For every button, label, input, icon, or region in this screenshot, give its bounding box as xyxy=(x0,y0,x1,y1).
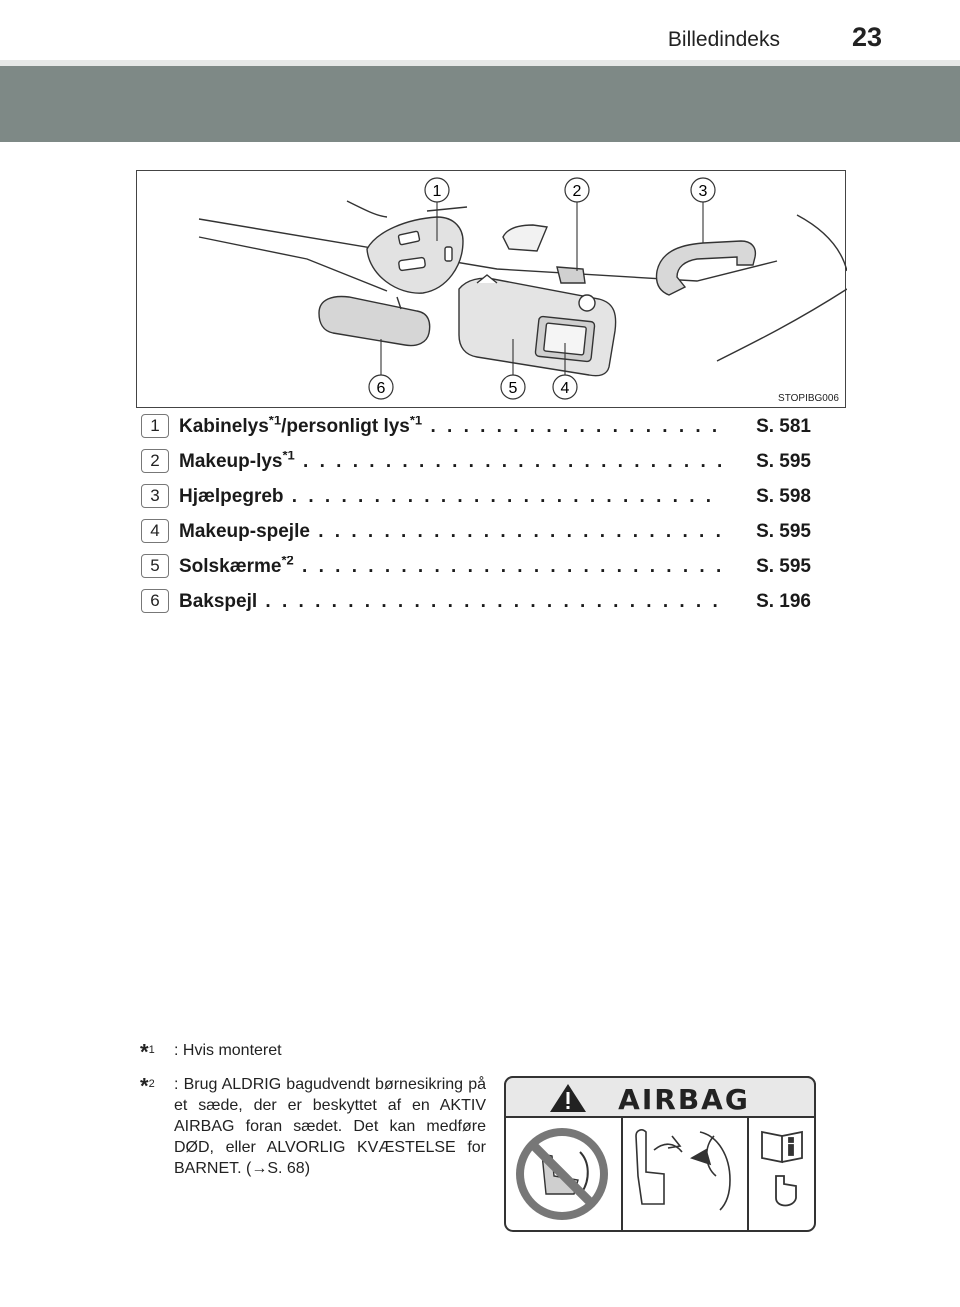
item-number: 2 xyxy=(141,449,169,473)
page-number: 23 xyxy=(851,22,882,52)
page-reference[interactable]: S. 595 xyxy=(756,521,811,542)
headliner-edge xyxy=(199,237,387,291)
section-title: Billedindeks xyxy=(667,28,780,51)
page-header xyxy=(0,0,960,60)
callout-3 xyxy=(691,178,715,202)
airbag-warning-label xyxy=(504,1076,816,1232)
callout-4 xyxy=(553,375,577,399)
item-number: 4 xyxy=(141,519,169,543)
overhead-console xyxy=(367,217,463,293)
page-reference[interactable]: S. 196 xyxy=(756,591,811,612)
figure-code: STOPIBG006 xyxy=(778,393,839,404)
item-label: Makeup-spejle . . . xyxy=(179,521,721,547)
airbag-title: AIRBAG xyxy=(618,1083,750,1116)
sun-visor-shape xyxy=(459,275,616,376)
interior-drawing xyxy=(137,171,847,409)
interior-illustration xyxy=(136,170,846,408)
callout-6 xyxy=(369,375,393,399)
svg-text:4: 4 xyxy=(560,380,570,397)
callout-1 xyxy=(425,178,449,202)
item-label: Makeup-lys$^{*1}$ . . . xyxy=(179,451,721,477)
index-item-3[interactable] xyxy=(141,482,811,514)
no-rear-facing-seat-icon xyxy=(516,1128,608,1220)
svg-text:6: 6 xyxy=(376,380,386,397)
footnote-text: : Brug ALDRIG bagudvendt børnesikring på et sæde, der er beskyttet af en AKTIV AIRBAG foran sædet. Det kan medføre DØD, eller ALVORLIG KVÆSTELSE for BARNET. (→S. 68) xyxy=(174,1076,486,1177)
page-reference[interactable]: S. 598 xyxy=(756,486,811,507)
roof-side-curve xyxy=(797,215,847,271)
index-item-1[interactable] xyxy=(141,412,811,444)
header-band xyxy=(0,66,960,142)
callout-2 xyxy=(565,178,589,202)
footnote-1 xyxy=(140,1039,486,1065)
makeup-light-shape xyxy=(503,225,585,283)
item-number: 5 xyxy=(141,554,169,578)
item-number: 1 xyxy=(141,414,169,438)
index-item-4[interactable] xyxy=(141,517,811,549)
svg-text:1: 1 xyxy=(432,183,442,200)
footnote-marker: *$^2$ xyxy=(140,1073,155,1099)
footnote-marker: *$^1$ xyxy=(140,1039,155,1065)
footnote-text: : Hvis monteret xyxy=(174,1042,282,1059)
item-number: 6 xyxy=(141,589,169,613)
footnote-2 xyxy=(140,1074,486,1179)
rearview-mirror-shape xyxy=(319,297,430,346)
svg-text:3: 3 xyxy=(698,183,708,200)
index-item-6[interactable] xyxy=(141,587,811,619)
callout-5 xyxy=(501,375,525,399)
index-item-2[interactable] xyxy=(141,447,811,479)
svg-text:2: 2 xyxy=(572,183,582,200)
index-item-5[interactable] xyxy=(141,552,811,584)
assist-grip-shape xyxy=(657,241,756,295)
item-label: Kabinelys$^{*1}$/personligt lys$^{*1}$ . . . xyxy=(179,416,721,442)
svg-text:5: 5 xyxy=(508,380,518,397)
item-label: Hjælpegreb . . . xyxy=(179,486,721,512)
page-reference[interactable]: S. 581 xyxy=(756,416,811,437)
roof-side-curve-lower xyxy=(717,289,847,361)
item-number: 3 xyxy=(141,484,169,508)
item-label: Bakspejl . . . xyxy=(179,591,721,617)
page-reference[interactable]: S. 595 xyxy=(756,556,811,577)
item-label: Solskærme$^{*2}$ . . . xyxy=(179,556,721,582)
page-reference[interactable]: S. 595 xyxy=(756,451,811,472)
